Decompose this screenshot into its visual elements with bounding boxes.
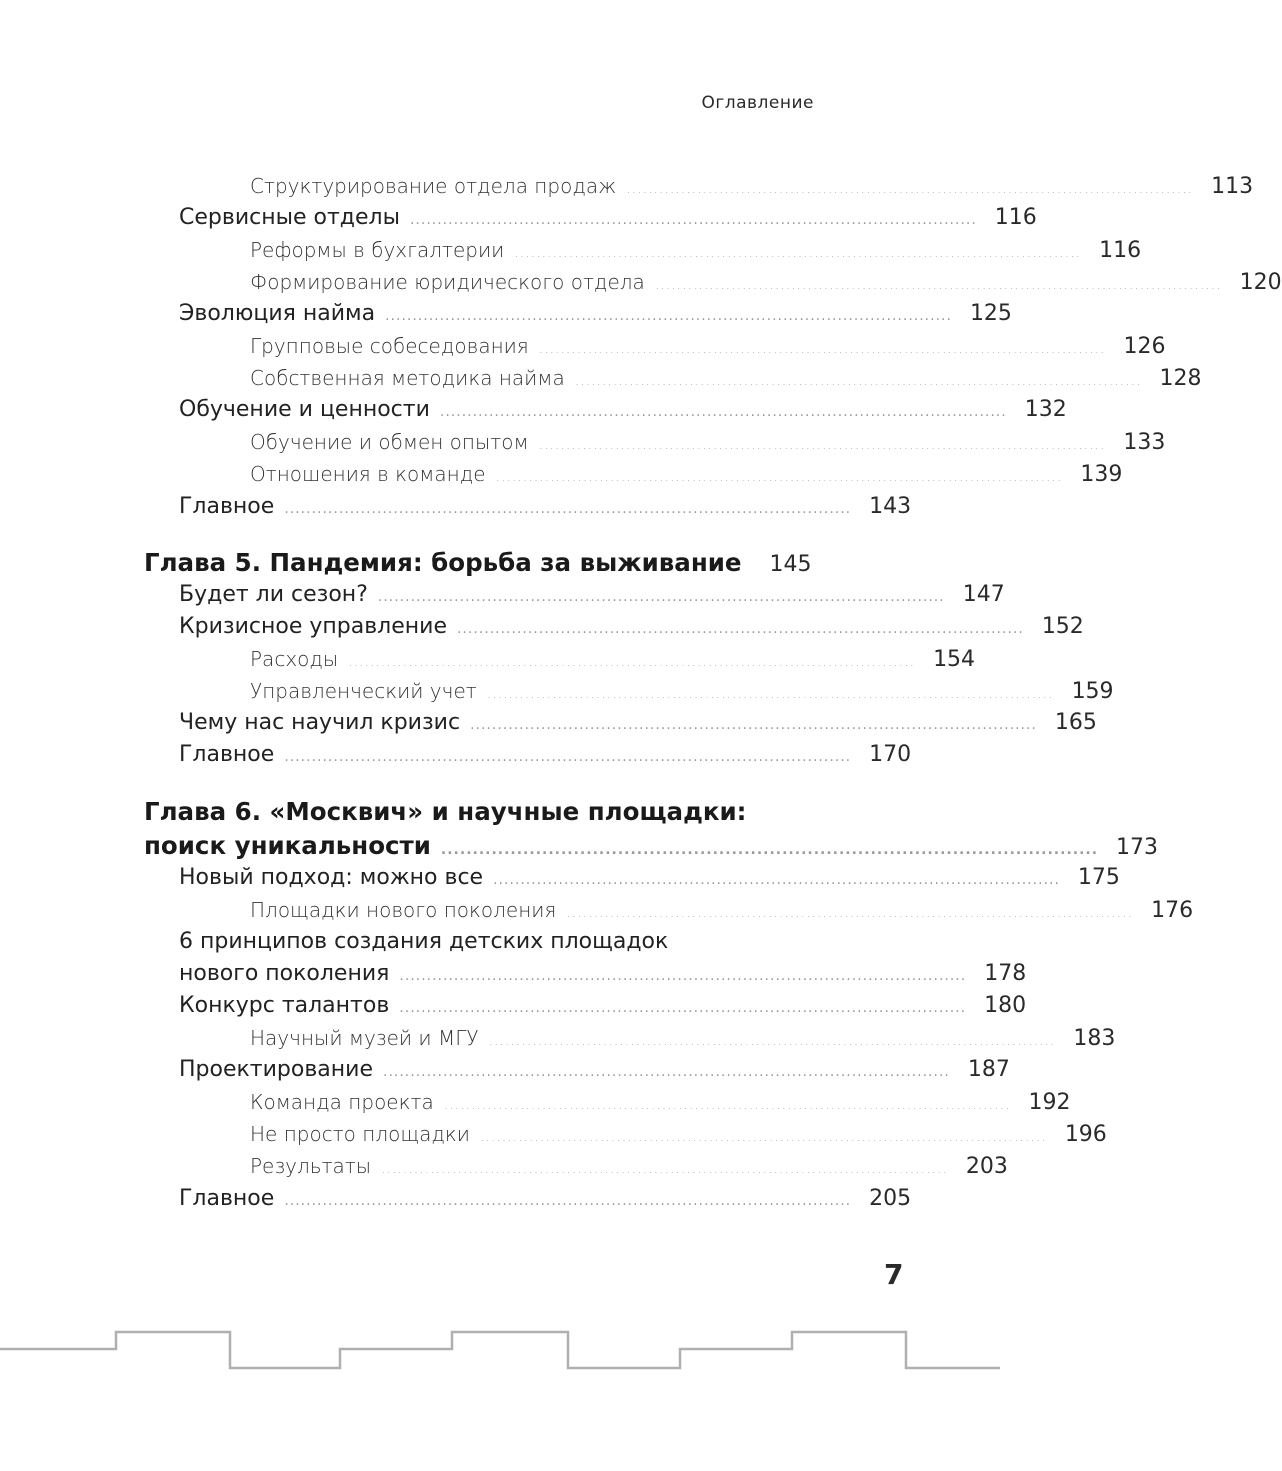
toc-entry-title: Отношения в команде (250, 462, 486, 486)
leader-dots: ........................................................................................................ (440, 842, 1099, 858)
toc-entry-page: 128 (1159, 366, 1202, 391)
toc-entry-page: 178 (984, 961, 1027, 986)
leader-dots: ........................................................................................................ (488, 1033, 1056, 1049)
leader-dots: ........................................................................................................ (399, 968, 967, 984)
toc-entry-page: 143 (869, 494, 912, 519)
toc-entry[interactable] (179, 1057, 1010, 1082)
leader-dots: ........................................................................................................ (348, 654, 916, 670)
leader-dots: ........................................................................................................ (566, 905, 1134, 921)
toc-entry-title: Новый подход: можно все (179, 865, 484, 890)
footer-stepped-line (0, 1320, 1000, 1380)
toc-entry-title: Не просто площадки (250, 1122, 470, 1146)
toc-entry[interactable] (250, 1090, 1071, 1115)
toc-entry-page: 203 (965, 1154, 1008, 1179)
toc-entry-page: 183 (1073, 1026, 1116, 1051)
toc-entry[interactable] (179, 865, 1120, 890)
toc-entry-title: Главное (179, 494, 275, 519)
toc-entry-title: Формирование юридического отдела (250, 270, 645, 294)
toc-entry-page: 180 (984, 993, 1027, 1018)
toc-entry-page: 126 (1123, 334, 1166, 359)
toc-chapter-6-line1[interactable]: Глава 6. «Москвич» и научные площадки: (144, 797, 747, 826)
toc-entry-title: Будет ли сезон? (179, 582, 368, 607)
toc-entry-title: Конкурс талантов (179, 993, 390, 1018)
toc-entry-title: Собственная методика найма (250, 366, 565, 390)
leader-dots: ........................................................................................................ (409, 212, 977, 228)
toc-entry-page: 113 (1211, 174, 1254, 199)
toc-entry-page: 132 (1024, 397, 1067, 422)
toc-entry-line1[interactable]: 6 принципов создания детских площадок (179, 929, 669, 954)
toc-entry-title: Обучение и обмен опытом (250, 430, 529, 454)
toc-entry-page: 125 (969, 301, 1012, 326)
leader-dots: ........................................................................................................ (284, 749, 852, 765)
toc-entry-page: 139 (1080, 462, 1123, 487)
leader-dots: ........................................................................................................ (654, 277, 1222, 293)
toc-entry-title: Реформы в бухгалтерии (250, 238, 505, 262)
toc-entry-page: 176 (1151, 898, 1194, 923)
leader-dots: ........................................................................................................ (493, 872, 1060, 888)
leader-dots: ........................................................................................................ (456, 621, 1024, 637)
toc-entry-page: 165 (1054, 710, 1097, 735)
toc-entry-page: 116 (1099, 238, 1142, 263)
toc-entry-title: Эволюция найма (179, 301, 376, 326)
toc-entry-title: Проектирование (179, 1057, 373, 1082)
toc-entry[interactable] (179, 614, 1084, 639)
toc-entry-page: 205 (869, 1186, 912, 1211)
leader-dots: ........................................................................................................ (479, 1129, 1047, 1145)
toc-entry-page: 159 (1071, 679, 1114, 704)
toc-entry[interactable] (250, 679, 1114, 704)
toc-entry-title: Кризисное управление (179, 614, 447, 639)
toc-entry-title: Главное (179, 742, 275, 767)
toc-entry-page: 154 (933, 647, 976, 672)
toc-entry-page: 170 (869, 742, 912, 767)
toc-chapter-6[interactable] (144, 831, 1159, 860)
toc-entry[interactable] (250, 238, 1142, 263)
leader-dots: ........................................................................................................ (538, 341, 1106, 357)
toc-entry[interactable] (179, 710, 1097, 735)
toc-entry[interactable] (179, 742, 912, 767)
toc-entry[interactable] (179, 494, 912, 519)
leader-dots: ........................................................................................................ (383, 1064, 950, 1080)
toc-entry[interactable] (250, 1154, 1008, 1179)
toc-entry[interactable] (179, 301, 1012, 326)
leader-dots: ........................................................................................................ (470, 717, 1037, 733)
page-number: 7 (884, 1258, 904, 1291)
leader-dots: ........................................................................................................ (385, 308, 952, 324)
leader-dots: ........................................................................................................ (626, 181, 1194, 197)
leader-dots: ........................................................................................................ (284, 1193, 852, 1209)
toc-entry[interactable] (179, 582, 1005, 607)
toc-entry-page: 133 (1123, 430, 1166, 455)
toc-entry-title: Научный музей и МГУ (250, 1026, 479, 1050)
leader-dots: ........................................................................................................ (439, 404, 1007, 420)
toc-entry-title: Расходы (250, 647, 339, 671)
toc-entry[interactable] (250, 1122, 1107, 1147)
leader-dots: ........................................................................................................ (514, 245, 1082, 261)
toc-entry-page: 145 (769, 552, 812, 577)
toc-entry-page: 152 (1041, 614, 1084, 639)
toc-entry-title: нового поколения (179, 961, 390, 986)
toc-entry-title: Команда проекта (250, 1090, 434, 1114)
toc-chapter-title: Глава 5. Пандемия: борьба за выживание (144, 548, 742, 577)
toc-entry[interactable] (250, 174, 1254, 199)
toc-entry-page: 192 (1028, 1090, 1071, 1115)
toc-entry[interactable] (250, 334, 1166, 359)
toc-entry-page: 173 (1116, 835, 1159, 860)
toc-entry-page: 187 (967, 1057, 1010, 1082)
toc-entry-page: 116 (994, 205, 1037, 230)
toc-chapter-title: поиск уникальности (144, 831, 431, 860)
toc-entry[interactable] (250, 647, 976, 672)
toc-entry[interactable] (250, 462, 1123, 487)
leader-dots: ........................................................................................................ (486, 686, 1054, 702)
leader-dots: ........................................................................................................ (574, 373, 1142, 389)
toc-entry[interactable] (179, 397, 1067, 422)
toc-entry-title: Чему нас научил кризис (179, 710, 461, 735)
toc-entry[interactable] (250, 898, 1194, 923)
toc-entry-title: Обучение и ценности (179, 397, 430, 422)
toc-entry[interactable] (179, 993, 1027, 1018)
toc-entry[interactable] (179, 961, 1027, 986)
toc-entry[interactable] (179, 205, 1037, 230)
running-head: Оглавление (701, 93, 814, 113)
toc-entry-page: 175 (1077, 865, 1120, 890)
toc-entry-page: 147 (962, 582, 1005, 607)
toc-entry-page: 120 (1239, 270, 1282, 295)
leader-dots: ........................................................................................................ (284, 501, 852, 517)
toc-entry-title: Групповые собеседования (250, 334, 529, 358)
toc-entry[interactable] (250, 270, 1282, 295)
toc-entry-title: Сервисные отделы (179, 205, 400, 230)
leader-dots: ........................................................................................................ (443, 1097, 1011, 1113)
toc-entry[interactable] (179, 1186, 912, 1211)
toc-entry-title: Площадки нового поколения (250, 898, 557, 922)
leader-dots: ........................................................................................................ (399, 1000, 967, 1016)
toc-entry-page: 196 (1064, 1122, 1107, 1147)
leader-dots: ........................................................................................................ (538, 437, 1106, 453)
toc-chapter-5[interactable] (144, 548, 812, 577)
toc-entry-title: Главное (179, 1186, 275, 1211)
toc-entry[interactable] (250, 1026, 1116, 1051)
toc-entry-title: Результаты (250, 1154, 372, 1178)
toc-entry-title: Управленческий учет (250, 679, 477, 703)
leader-dots: ........................................................................................................ (495, 469, 1063, 485)
toc-entry[interactable] (250, 430, 1166, 455)
toc-entry-title: Структурирование отдела продаж (250, 174, 617, 198)
leader-dots: ........................................................................................................ (377, 589, 945, 605)
leader-dots: ........................................................................................................ (381, 1161, 948, 1177)
toc-entry[interactable] (250, 366, 1202, 391)
